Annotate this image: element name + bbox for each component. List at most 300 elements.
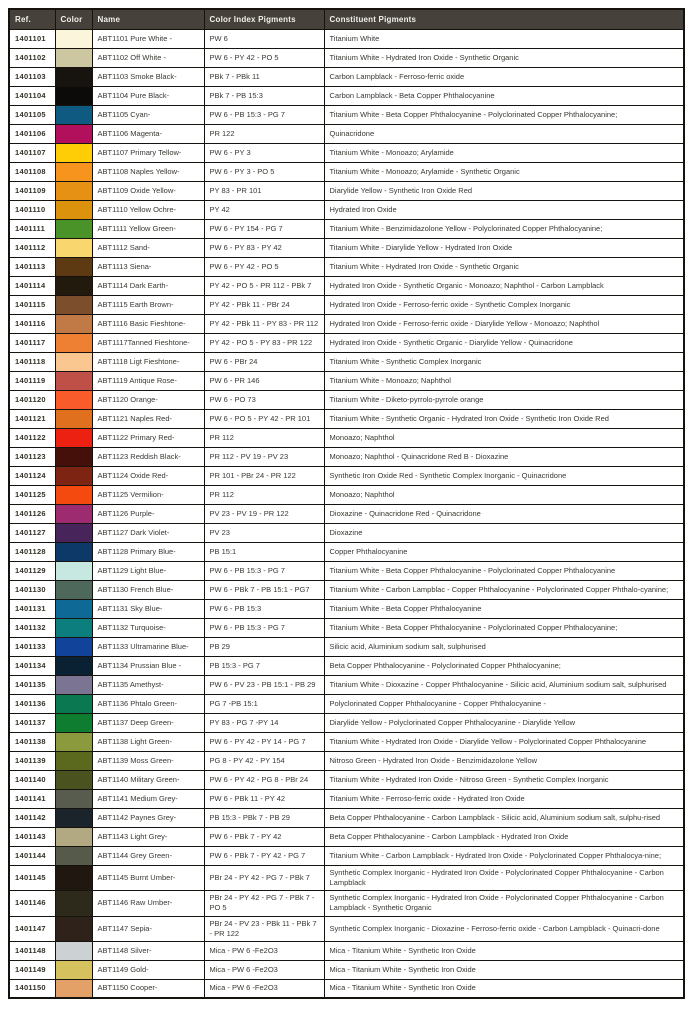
- table-row: [9, 828, 684, 847]
- color-swatch: [55, 809, 92, 828]
- constituent-cell: Titanium White - Synthetic Complex Inorganic: [324, 353, 684, 372]
- color-index-cell: PY 83 - PR 101: [204, 182, 324, 201]
- name-cell: ABT1141 Medium Grey-: [92, 790, 204, 809]
- color-index-cell: PW 6 - PBk 7 - PY 42: [204, 828, 324, 847]
- color-index-cell: PW 6 - PBr 24: [204, 353, 324, 372]
- name-cell: ABT1116 Basic Fieshtone-: [92, 315, 204, 334]
- ref-cell: 1401123: [9, 448, 55, 467]
- ref-cell: 1401141: [9, 790, 55, 809]
- name-cell: ABT1112 Sand-: [92, 239, 204, 258]
- name-cell: ABT1126 Purple-: [92, 505, 204, 524]
- name-cell: ABT1110 Yellow Ochre-: [92, 201, 204, 220]
- name-cell: ABT1123 Reddish Black-: [92, 448, 204, 467]
- constituent-cell: Titanium White - Hydrated Iron Oxide - Synthetic Organic: [324, 258, 684, 277]
- color-index-cell: PW 6 - PBk 11 - PY 42: [204, 790, 324, 809]
- constituent-cell: Hydrated Iron Oxide - Synthetic Organic - Monoazo; Naphthol - Carbon Lampblack: [324, 277, 684, 296]
- color-index-cell: PB 15:1: [204, 543, 324, 562]
- name-cell: ABT1138 Light Green-: [92, 733, 204, 752]
- header-color-index: Color Index Pigments: [204, 9, 324, 30]
- constituent-cell: Mica - Titanium White - Synthetic Iron Oxide: [324, 960, 684, 979]
- name-cell: ABT1131 Sky Blue-: [92, 600, 204, 619]
- name-cell: ABT1136 Phtalo Green-: [92, 695, 204, 714]
- table-row: [9, 979, 684, 998]
- color-swatch: [55, 106, 92, 125]
- color-swatch: [55, 695, 92, 714]
- name-cell: ABT1150 Cooper-: [92, 979, 204, 998]
- color-swatch: [55, 182, 92, 201]
- color-index-cell: PY 83 - PG 7 -PY 14: [204, 714, 324, 733]
- table-row: [9, 524, 684, 543]
- constituent-cell: Nitroso Green - Hydrated Iron Oxide - Benzimidazolone Yellow: [324, 752, 684, 771]
- constituent-cell: Synthetic Complex Inorganic - Hydrated Iron Oxide - Polyclorinated Copper Phthalocyanine - Carbon Lampblack: [324, 866, 684, 891]
- color-swatch: [55, 581, 92, 600]
- ref-cell: 1401125: [9, 486, 55, 505]
- ref-cell: 1401124: [9, 467, 55, 486]
- color-swatch: [55, 714, 92, 733]
- ref-cell: 1401114: [9, 277, 55, 296]
- table-row: [9, 201, 684, 220]
- color-index-cell: PY 42 - PBk 11 - PBr 24: [204, 296, 324, 315]
- name-cell: ABT1132 Turquoise-: [92, 619, 204, 638]
- name-cell: ABT1139 Moss Green-: [92, 752, 204, 771]
- table-row: [9, 353, 684, 372]
- color-swatch: [55, 277, 92, 296]
- header-ref: Ref.: [9, 9, 55, 30]
- table-row: [9, 144, 684, 163]
- name-cell: ABT1124 Oxide Red-: [92, 467, 204, 486]
- table-row: [9, 106, 684, 125]
- constituent-cell: Titanium White: [324, 30, 684, 49]
- color-index-cell: PW 6 - PO 5 - PY 42 - PR 101: [204, 410, 324, 429]
- color-swatch: [55, 68, 92, 87]
- color-index-cell: PW 6 - PY 42 - PG 8 - PBr 24: [204, 771, 324, 790]
- table-row: [9, 657, 684, 676]
- header-row: [9, 9, 684, 30]
- color-swatch: [55, 828, 92, 847]
- constituent-cell: Titanium White - Monoazo; Arylamide: [324, 144, 684, 163]
- color-index-cell: PB 15:3 - PG 7: [204, 657, 324, 676]
- color-swatch: [55, 562, 92, 581]
- table-row: [9, 486, 684, 505]
- ref-cell: 1401136: [9, 695, 55, 714]
- ref-cell: 1401117: [9, 334, 55, 353]
- constituent-cell: Titanium White - Diarylide Yellow - Hydrated Iron Oxide: [324, 239, 684, 258]
- name-cell: ABT1121 Naples Red-: [92, 410, 204, 429]
- color-index-cell: Mica - PW 6 -Fe2O3: [204, 941, 324, 960]
- constituent-cell: Silicic acid, Aluminium sodium salt, sulphurised: [324, 638, 684, 657]
- table-row: [9, 410, 684, 429]
- ref-cell: 1401142: [9, 809, 55, 828]
- color-index-cell: PW 6 - PBk 7 - PY 42 - PG 7: [204, 847, 324, 866]
- ref-cell: 1401118: [9, 353, 55, 372]
- constituent-cell: Mica - Titanium White - Synthetic Iron Oxide: [324, 979, 684, 998]
- table-header: [9, 9, 684, 30]
- name-cell: ABT1105 Cyan-: [92, 106, 204, 125]
- color-swatch: [55, 258, 92, 277]
- constituent-cell: Titanium White - Hydrated Iron Oxide - Nitroso Green - Synthetic Complex Inorganic: [324, 771, 684, 790]
- ref-cell: 1401133: [9, 638, 55, 657]
- color-index-cell: PW 6: [204, 30, 324, 49]
- color-swatch: [55, 543, 92, 562]
- color-index-cell: PY 42: [204, 201, 324, 220]
- table-row: [9, 960, 684, 979]
- table-row: [9, 752, 684, 771]
- constituent-cell: Dioxazine: [324, 524, 684, 543]
- ref-cell: 1401139: [9, 752, 55, 771]
- constituent-cell: Titanium White - Beta Copper Phthalocyanine - Polyclorinated Copper Phthalocyanine: [324, 562, 684, 581]
- color-index-cell: PW 6 - PY 42 - PY 14 - PG 7: [204, 733, 324, 752]
- color-swatch: [55, 960, 92, 979]
- header-color: Color: [55, 9, 92, 30]
- constituent-cell: Titanium White - Ferroso-ferric oxide - Hydrated Iron Oxide: [324, 790, 684, 809]
- table-row: [9, 790, 684, 809]
- ref-cell: 1401106: [9, 125, 55, 144]
- constituent-cell: Titanium White - Hydrated Iron Oxide - Diarylide Yellow - Polyclorinated Copper Phthalocyanine: [324, 733, 684, 752]
- table-body: [9, 30, 684, 999]
- table-row: [9, 258, 684, 277]
- table-row: [9, 941, 684, 960]
- name-cell: ABT1147 Sepia-: [92, 916, 204, 941]
- table-row: [9, 809, 684, 828]
- color-index-cell: PW 6 - PY 42 - PO 5: [204, 258, 324, 277]
- constituent-cell: Beta Copper Phthalocyanine - Polyclorinated Copper Phthalocyanine;: [324, 657, 684, 676]
- ref-cell: 1401113: [9, 258, 55, 277]
- name-cell: ABT1117Tanned Fieshtone-: [92, 334, 204, 353]
- table-row: [9, 87, 684, 106]
- table-row: [9, 182, 684, 201]
- ref-cell: 1401119: [9, 372, 55, 391]
- color-swatch: [55, 505, 92, 524]
- table-row: [9, 49, 684, 68]
- constituent-cell: Titanium White - Monoazo; Naphthol: [324, 372, 684, 391]
- table-row: [9, 296, 684, 315]
- constituent-cell: Synthetic Complex Inorganic - Dioxazine - Ferroso-ferric oxide - Carbon Lampblack - Quinacri-done: [324, 916, 684, 941]
- ref-cell: 1401147: [9, 916, 55, 941]
- color-index-cell: PV 23 - PV 19 - PR 122: [204, 505, 324, 524]
- name-cell: ABT1130 French Blue-: [92, 581, 204, 600]
- color-index-cell: PG 7 -PB 15:1: [204, 695, 324, 714]
- name-cell: ABT1142 Paynes Grey-: [92, 809, 204, 828]
- pigment-table: [8, 8, 685, 999]
- ref-cell: 1401110: [9, 201, 55, 220]
- color-index-cell: PV 23: [204, 524, 324, 543]
- table-row: [9, 733, 684, 752]
- name-cell: ABT1107 Primary Tellow-: [92, 144, 204, 163]
- constituent-cell: Titanium White - Monoazo; Arylamide - Synthetic Organic: [324, 163, 684, 182]
- name-cell: ABT1109 Oxide Yellow-: [92, 182, 204, 201]
- color-swatch: [55, 941, 92, 960]
- ref-cell: 1401134: [9, 657, 55, 676]
- color-index-cell: PR 101 - PBr 24 - PR 122: [204, 467, 324, 486]
- table-row: [9, 277, 684, 296]
- color-swatch: [55, 733, 92, 752]
- color-swatch: [55, 979, 92, 998]
- table-row: [9, 372, 684, 391]
- color-index-cell: PW 6 - PY 42 - PO 5: [204, 49, 324, 68]
- color-swatch: [55, 467, 92, 486]
- ref-cell: 1401121: [9, 410, 55, 429]
- color-index-cell: PW 6 - PY 3: [204, 144, 324, 163]
- name-cell: ABT1129 Light Blue-: [92, 562, 204, 581]
- constituent-cell: Quinacridone: [324, 125, 684, 144]
- table-row: [9, 334, 684, 353]
- constituent-cell: Hydrated Iron Oxide - Synthetic Organic - Diarylide Yellow - Quinacridone: [324, 334, 684, 353]
- color-swatch: [55, 790, 92, 809]
- ref-cell: 1401111: [9, 220, 55, 239]
- ref-cell: 1401108: [9, 163, 55, 182]
- color-index-cell: PW 6 - PY 154 - PG 7: [204, 220, 324, 239]
- constituent-cell: Copper Phthalocyanine: [324, 543, 684, 562]
- color-swatch: [55, 448, 92, 467]
- constituent-cell: Titanium White - Carbon Lampblack - Hydrated Iron Oxide - Polyclorinated Copper Phthalocya-nine;: [324, 847, 684, 866]
- color-swatch: [55, 87, 92, 106]
- name-cell: ABT1119 Antique Rose-: [92, 372, 204, 391]
- color-swatch: [55, 600, 92, 619]
- name-cell: ABT1103 Smoke Black-: [92, 68, 204, 87]
- ref-cell: 1401109: [9, 182, 55, 201]
- table-row: [9, 448, 684, 467]
- ref-cell: 1401131: [9, 600, 55, 619]
- color-index-cell: PBk 7 - PB 15:3: [204, 87, 324, 106]
- ref-cell: 1401146: [9, 891, 55, 916]
- constituent-cell: Synthetic Complex Inorganic - Hydrated Iron Oxide - Polyclorinated Copper Phthalocyanine - Carbon Lampblack - Synthetic Organic: [324, 891, 684, 916]
- ref-cell: 1401116: [9, 315, 55, 334]
- ref-cell: 1401127: [9, 524, 55, 543]
- table-row: [9, 916, 684, 941]
- color-index-cell: PR 112 - PV 19 - PV 23: [204, 448, 324, 467]
- table-row: [9, 771, 684, 790]
- color-swatch: [55, 296, 92, 315]
- ref-cell: 1401130: [9, 581, 55, 600]
- color-swatch: [55, 30, 92, 49]
- table-row: [9, 30, 684, 49]
- ref-cell: 1401112: [9, 239, 55, 258]
- table-row: [9, 543, 684, 562]
- color-swatch: [55, 410, 92, 429]
- constituent-cell: Dioxazine - Quinacridone Red - Quinacridone: [324, 505, 684, 524]
- table-row: [9, 600, 684, 619]
- color-swatch: [55, 752, 92, 771]
- table-row: [9, 866, 684, 891]
- name-cell: ABT1120 Orange-: [92, 391, 204, 410]
- table-row: [9, 429, 684, 448]
- color-index-cell: PW 6 - PB 15:3 - PG 7: [204, 619, 324, 638]
- ref-cell: 1401126: [9, 505, 55, 524]
- color-index-cell: PR 112: [204, 429, 324, 448]
- table-row: [9, 315, 684, 334]
- constituent-cell: Titanium White - Beta Copper Phthalocyanine - Polyclorinated Copper Phthalocyanine;: [324, 106, 684, 125]
- name-cell: ABT1111 Yellow Green-: [92, 220, 204, 239]
- color-swatch: [55, 657, 92, 676]
- constituent-cell: Hydrated Iron Oxide - Ferroso-ferric oxide - Synthetic Complex Inorganic: [324, 296, 684, 315]
- constituent-cell: Hydrated Iron Oxide - Ferroso-ferric oxide - Diarylide Yellow - Monoazo; Naphthol: [324, 315, 684, 334]
- ref-cell: 1401122: [9, 429, 55, 448]
- name-cell: ABT1102 Off White -: [92, 49, 204, 68]
- color-swatch: [55, 619, 92, 638]
- color-index-cell: PY 42 - PO 5 - PR 112 - PBk 7: [204, 277, 324, 296]
- name-cell: ABT1144 Grey Green-: [92, 847, 204, 866]
- color-swatch: [55, 353, 92, 372]
- table-row: [9, 163, 684, 182]
- table-row: [9, 125, 684, 144]
- name-cell: ABT1145 Burnt Umber-: [92, 866, 204, 891]
- name-cell: ABT1128 Primary Blue-: [92, 543, 204, 562]
- table-row: [9, 714, 684, 733]
- name-cell: ABT1137 Deep Green-: [92, 714, 204, 733]
- ref-cell: 1401103: [9, 68, 55, 87]
- constituent-cell: Diarylide Yellow - Synthetic Iron Oxide Red: [324, 182, 684, 201]
- constituent-cell: Titanium White - Beta Copper Phthalocyanine - Polyclorinated Copper Phthalocyanine;: [324, 619, 684, 638]
- table-row: [9, 239, 684, 258]
- ref-cell: 1401135: [9, 676, 55, 695]
- color-swatch: [55, 372, 92, 391]
- color-index-cell: PW 6 - PO 73: [204, 391, 324, 410]
- ref-cell: 1401132: [9, 619, 55, 638]
- table-row: [9, 220, 684, 239]
- color-index-cell: PW 6 - PB 15:3: [204, 600, 324, 619]
- name-cell: ABT1125 Vermilion-: [92, 486, 204, 505]
- name-cell: ABT1148 Silver-: [92, 941, 204, 960]
- name-cell: ABT1118 Ligt Fieshtone-: [92, 353, 204, 372]
- constituent-cell: Carbon Lampblack - Ferroso-ferric oxide: [324, 68, 684, 87]
- color-index-cell: PW 6 - PY 3 - PO 5: [204, 163, 324, 182]
- table-row: [9, 676, 684, 695]
- table-row: [9, 562, 684, 581]
- table-row: [9, 619, 684, 638]
- name-cell: ABT1113 Siena-: [92, 258, 204, 277]
- color-index-cell: PY 42 - PBk 11 - PY 83 - PR 112: [204, 315, 324, 334]
- color-index-cell: PW 6 - PB 15:3 - PG 7: [204, 562, 324, 581]
- constituent-cell: Titanium White - Synthetic Organic - Hydrated Iron Oxide - Synthetic Iron Oxide Red: [324, 410, 684, 429]
- color-swatch: [55, 125, 92, 144]
- color-swatch: [55, 391, 92, 410]
- color-index-cell: PBr 24 - PY 42 - PG 7 - PBk 7: [204, 866, 324, 891]
- ref-cell: 1401149: [9, 960, 55, 979]
- constituent-cell: Titanium White - Benzimidazolone Yellow - Polyclorinated Copper Phthalocyanine;: [324, 220, 684, 239]
- table-row: [9, 467, 684, 486]
- ref-cell: 1401115: [9, 296, 55, 315]
- color-swatch: [55, 144, 92, 163]
- constituent-cell: Monoazo; Naphthol - Quinacridone Red B - Dioxazine: [324, 448, 684, 467]
- ref-cell: 1401120: [9, 391, 55, 410]
- color-swatch: [55, 315, 92, 334]
- color-swatch: [55, 49, 92, 68]
- name-cell: ABT1108 Naples Yellow-: [92, 163, 204, 182]
- name-cell: ABT1134 Prussian Blue -: [92, 657, 204, 676]
- color-index-cell: PR 122: [204, 125, 324, 144]
- color-index-cell: PW 6 - PR 146: [204, 372, 324, 391]
- constituent-cell: Titanium White - Hydrated Iron Oxide - Synthetic Organic: [324, 49, 684, 68]
- constituent-cell: Hydrated Iron Oxide: [324, 201, 684, 220]
- name-cell: ABT1101 Pure White -: [92, 30, 204, 49]
- constituent-cell: Synthetic Iron Oxide Red - Synthetic Complex Inorganic - Quinacridone: [324, 467, 684, 486]
- ref-cell: 1401137: [9, 714, 55, 733]
- color-swatch: [55, 429, 92, 448]
- color-index-cell: PG 8 - PY 42 - PY 154: [204, 752, 324, 771]
- table-row: [9, 891, 684, 916]
- name-cell: ABT1114 Dark Earth-: [92, 277, 204, 296]
- ref-cell: 1401128: [9, 543, 55, 562]
- name-cell: ABT1143 Light Grey-: [92, 828, 204, 847]
- color-swatch: [55, 771, 92, 790]
- ref-cell: 1401101: [9, 30, 55, 49]
- ref-cell: 1401148: [9, 941, 55, 960]
- color-index-cell: PW 6 - PV 23 - PB 15:1 - PB 29: [204, 676, 324, 695]
- name-cell: ABT1140 Military Green-: [92, 771, 204, 790]
- constituent-cell: Carbon Lampblack - Beta Copper Phthalocyanine: [324, 87, 684, 106]
- constituent-cell: Titanium White - Carbon Lampblac - Copper Phthalocyanine - Polyclorinated Copper Phthalo-cyanine;: [324, 581, 684, 600]
- color-swatch: [55, 334, 92, 353]
- name-cell: ABT1115 Earth Brown-: [92, 296, 204, 315]
- name-cell: ABT1106 Magenta-: [92, 125, 204, 144]
- table-row: [9, 695, 684, 714]
- color-index-cell: PB 15:3 - PBk 7 - PB 29: [204, 809, 324, 828]
- ref-cell: 1401129: [9, 562, 55, 581]
- constituent-cell: Beta Copper Phthalocyanine - Carbon Lampblack - Hydrated Iron Oxide: [324, 828, 684, 847]
- name-cell: ABT1149 Gold-: [92, 960, 204, 979]
- color-swatch: [55, 638, 92, 657]
- constituent-cell: Monoazo; Naphthol: [324, 486, 684, 505]
- header-name: Name: [92, 9, 204, 30]
- table-row: [9, 391, 684, 410]
- name-cell: ABT1104 Pure Black-: [92, 87, 204, 106]
- ref-cell: 1401143: [9, 828, 55, 847]
- constituent-cell: Diarylide Yellow - Polyclorinated Copper Phthalocyanine - Diarylide Yellow: [324, 714, 684, 733]
- name-cell: ABT1133 Ultramarine Blue-: [92, 638, 204, 657]
- constituent-cell: Monoazo; Naphthol: [324, 429, 684, 448]
- name-cell: ABT1146 Raw Umber-: [92, 891, 204, 916]
- ref-cell: 1401102: [9, 49, 55, 68]
- color-swatch: [55, 676, 92, 695]
- constituent-cell: Titanium White - Dioxazine - Copper Phthalocyanine - Silicic acid, Aluminium sodium salt, sulphurised: [324, 676, 684, 695]
- color-index-cell: Mica - PW 6 -Fe2O3: [204, 979, 324, 998]
- table-row: [9, 847, 684, 866]
- color-swatch: [55, 847, 92, 866]
- color-swatch: [55, 916, 92, 941]
- color-swatch: [55, 891, 92, 916]
- table-row: [9, 581, 684, 600]
- color-index-cell: PR 112: [204, 486, 324, 505]
- color-index-cell: PB 29: [204, 638, 324, 657]
- color-index-cell: PW 6 - PB 15:3 - PG 7: [204, 106, 324, 125]
- color-index-cell: PW 6 - PY 83 - PY 42: [204, 239, 324, 258]
- color-index-cell: PBr 24 - PY 42 - PG 7 - PBk 7 - PO 5: [204, 891, 324, 916]
- color-swatch: [55, 239, 92, 258]
- ref-cell: 1401138: [9, 733, 55, 752]
- ref-cell: 1401107: [9, 144, 55, 163]
- color-index-cell: PY 42 - PO 5 - PY 83 - PR 122: [204, 334, 324, 353]
- color-swatch: [55, 486, 92, 505]
- color-index-cell: PBk 7 - PBk 11: [204, 68, 324, 87]
- color-swatch: [55, 201, 92, 220]
- name-cell: ABT1127 Dark Violet-: [92, 524, 204, 543]
- constituent-cell: Beta Copper Phthalocyanine - Carbon Lampblack - Silicic acid, Aluminium sodium salt, sulphu-rised: [324, 809, 684, 828]
- color-swatch: [55, 866, 92, 891]
- color-index-cell: PBr 24 - PV 23 - PBk 11 - PBk 7 - PR 122: [204, 916, 324, 941]
- table-row: [9, 68, 684, 87]
- color-swatch: [55, 524, 92, 543]
- color-swatch: [55, 220, 92, 239]
- ref-cell: 1401144: [9, 847, 55, 866]
- constituent-cell: Titanium White - Beta Copper Phthalocyanine: [324, 600, 684, 619]
- ref-cell: 1401150: [9, 979, 55, 998]
- ref-cell: 1401104: [9, 87, 55, 106]
- name-cell: ABT1135 Amethyst-: [92, 676, 204, 695]
- constituent-cell: Polyclorinated Copper Phthalocyanine - Copper Phthalocyanine -: [324, 695, 684, 714]
- ref-cell: 1401145: [9, 866, 55, 891]
- color-index-cell: Mica - PW 6 -Fe2O3: [204, 960, 324, 979]
- ref-cell: 1401140: [9, 771, 55, 790]
